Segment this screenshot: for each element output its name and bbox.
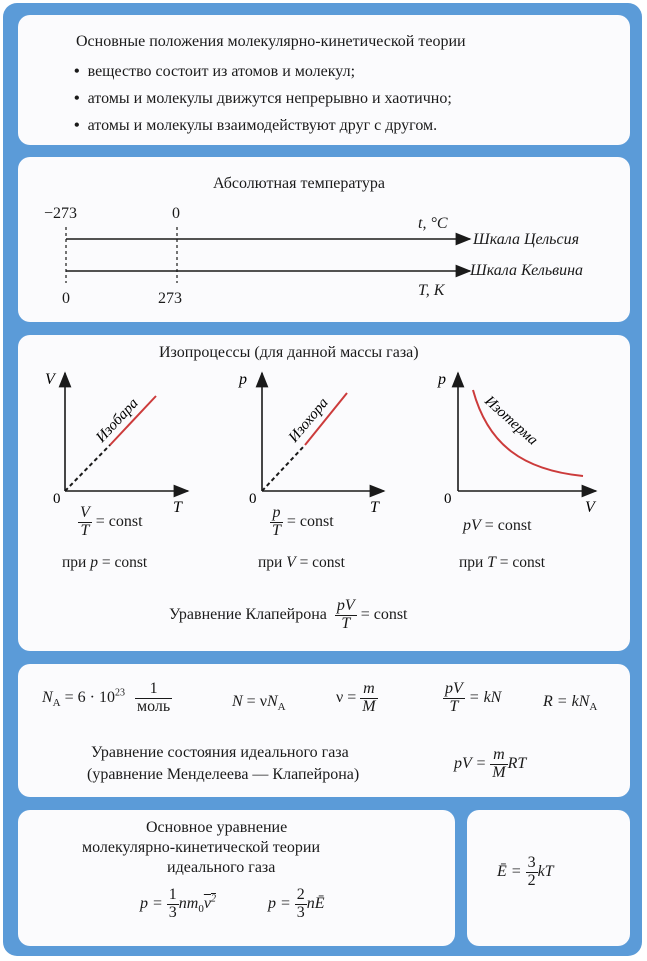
isoprocesses-panel [18, 335, 630, 651]
basic-title-line2: молекулярно-кинетической теории [82, 839, 321, 856]
isobar-origin: 0 [53, 491, 61, 507]
pressure-formula-energy: p = $\frac{2}{3}$ nĒ [268, 886, 325, 921]
isotherm-formula: pV = const [463, 517, 532, 534]
temperature-scales-diagram [18, 157, 630, 322]
isotherm-y-label: p [438, 371, 446, 388]
isochore-x-label: T [370, 499, 379, 516]
isotherm-condition: при T = const [459, 554, 546, 571]
isochore-curve-label: Изохора [285, 395, 332, 446]
isotherm-graph [437, 371, 597, 516]
amount-of-substance-formula: ν = $\frac{m}{M}$ [336, 680, 376, 715]
mkt-panel [18, 15, 630, 145]
mendeleev-clapeyron-formula: pV = $\frac{m}{M}$ RT [454, 746, 527, 781]
mkt-point-2: • атомы и молекулы движутся непрерывно и хаотично; [74, 90, 452, 107]
avogadro-constant: $N_A = 6 \cdot 10^{23}$ $\frac{1}{\text{моль}}$ [42, 680, 171, 715]
isobar-graph [45, 371, 188, 516]
gas-equations-panel [18, 664, 630, 797]
gas-constant-formula: $R = kN_A$ [543, 693, 598, 714]
basic-equation-panel [18, 810, 455, 946]
kelvin-unit: T, К [418, 282, 445, 299]
isochore-y-label: p [239, 371, 247, 388]
isotherm-x-label: V [585, 499, 595, 516]
celsius-scale-label: Шкала Цельсия [473, 231, 579, 248]
particle-number-formula: $N = \nu N_A$ [232, 693, 286, 714]
mkt-point-1: • вещество состоит из атомов и молекул; [74, 63, 356, 80]
temperature-panel [18, 157, 630, 322]
isobar-x-label: T [173, 499, 182, 516]
basic-title-line1: Основное уравнение [146, 819, 288, 836]
clapeyron-equation: Уравнение Клапейрона $\frac{pV}{T}$ = const [169, 597, 408, 632]
celsius-unit: t, °C [418, 215, 448, 232]
isotherm-origin: 0 [444, 491, 452, 507]
kelvin-zero: 0 [62, 290, 70, 307]
isotherm-curve-label: Изотерма [481, 393, 541, 449]
pv-t-kn-formula: $\frac{pV}{T}$ = kN [445, 680, 502, 715]
celsius-zero: 0 [172, 205, 180, 222]
isochore-origin: 0 [249, 491, 257, 507]
isobar-y-label: V [45, 371, 55, 388]
kelvin-scale-label: Шкала Кельвина [470, 262, 584, 279]
state-equation-title-1: Уравнение состояния идеального газа [91, 744, 349, 761]
mkt-title: Основные положения молекулярно-кинетической теории [76, 33, 466, 50]
mkt-point-3: • атомы и молекулы взаимодействуют друг с другом. [74, 117, 438, 134]
isobar-formula: $\frac{V}{T}$ = const [80, 504, 143, 539]
temperature-title: Абсолютная температура [213, 175, 385, 192]
celsius-minus-273: −273 [44, 205, 78, 222]
state-equation-title-2: (уравнение Менделеева — Клапейрона) [87, 766, 360, 783]
mean-energy-formula: Ē = $\frac{3}{2}$ kT [497, 854, 554, 889]
basic-title-line3: идеального газа [167, 859, 276, 876]
kelvin-273: 273 [158, 290, 182, 307]
isochore-graph [238, 371, 384, 516]
isobar-condition: при p = const [62, 554, 148, 571]
isobar-curve-label: Изобара [93, 395, 142, 446]
isochore-formula: $\frac{p}{T}$ = const [272, 504, 334, 539]
isoprocesses-title: Изопроцессы (для данной массы газа) [159, 344, 419, 361]
pressure-formula-kinetic: p = $\frac{1}{3}$ $nm_0v^2$ [140, 886, 216, 921]
isochore-condition: при V = const [258, 554, 345, 571]
energy-panel [467, 810, 630, 946]
